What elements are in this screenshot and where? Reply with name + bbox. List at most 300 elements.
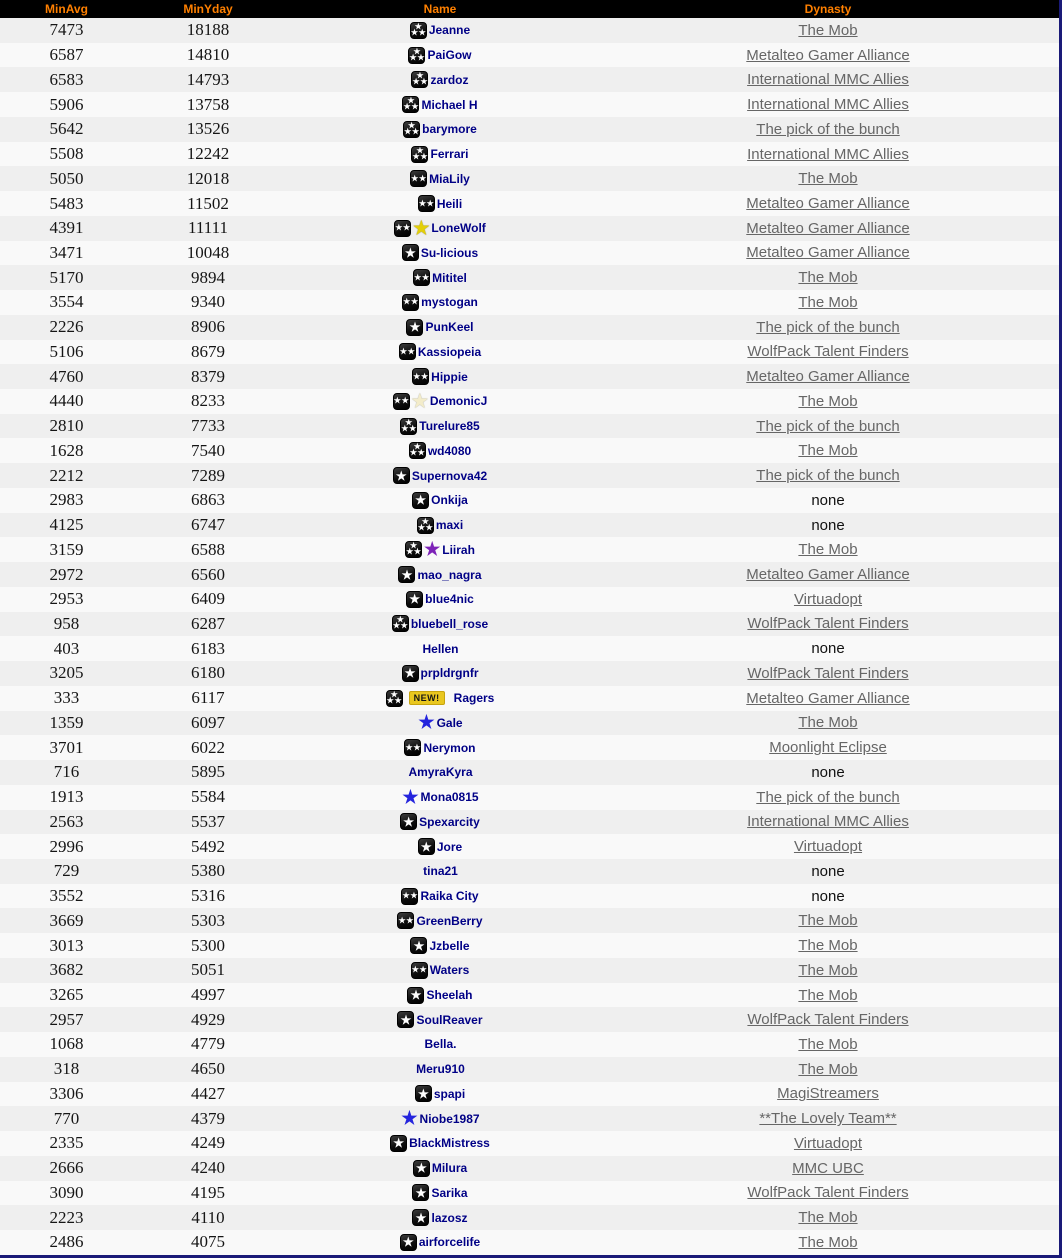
minavg-cell: 333 bbox=[53, 688, 80, 708]
minavg-cell: 2983 bbox=[49, 490, 84, 510]
dynasty-cell bbox=[597, 146, 1059, 163]
dynasty-link[interactable]: WolfPack Talent Finders bbox=[747, 615, 909, 633]
player-name-link[interactable]: wd4080 bbox=[427, 443, 472, 458]
player-name-link[interactable]: Michael H bbox=[421, 97, 478, 112]
player-name-link[interactable]: airforcelife bbox=[418, 1235, 481, 1250]
dynasty-link[interactable]: The Mob bbox=[798, 1233, 858, 1251]
dynasty-link[interactable]: International MMC Allies bbox=[747, 813, 909, 831]
minyday-cell: 5895 bbox=[191, 762, 225, 782]
dynasty-link[interactable]: The pick of the bunch bbox=[756, 417, 900, 435]
player-name-link[interactable]: BlackMistress bbox=[409, 1136, 490, 1151]
table-row bbox=[0, 1032, 1059, 1057]
player-name-link[interactable]: Hippie bbox=[431, 369, 468, 384]
name-cell bbox=[283, 492, 597, 509]
dynasty-link[interactable]: The Mob bbox=[798, 170, 858, 188]
minavg-cell: 3205 bbox=[49, 663, 84, 683]
minyday-cell: 5051 bbox=[191, 960, 225, 980]
table-row bbox=[0, 191, 1059, 216]
minavg-cell: 3090 bbox=[49, 1182, 84, 1202]
dynasty-link[interactable]: The pick of the bunch bbox=[756, 318, 900, 336]
table-row bbox=[0, 612, 1059, 637]
minavg-cell: 5483 bbox=[49, 193, 84, 213]
minyday-cell: 14810 bbox=[186, 45, 230, 65]
dynasty-cell bbox=[597, 813, 1059, 830]
dynasty-link[interactable]: The Mob bbox=[798, 293, 858, 311]
player-name-link[interactable]: Meru910 bbox=[416, 1062, 465, 1077]
name-cell bbox=[283, 864, 597, 878]
player-name-link[interactable]: prpldrgnfr bbox=[420, 666, 479, 681]
table-row bbox=[0, 340, 1059, 365]
dynasty-link[interactable]: Metalteo Gamer Alliance bbox=[746, 566, 910, 584]
dynasty-cell bbox=[597, 1061, 1059, 1078]
name-cell bbox=[283, 1037, 597, 1051]
minyday-cell: 12018 bbox=[186, 168, 230, 188]
name-cell bbox=[283, 368, 597, 385]
name-cell bbox=[283, 1135, 597, 1152]
three-star-badge-icon: ★ ★ ★ bbox=[406, 541, 422, 557]
dynasty-cell bbox=[597, 368, 1059, 385]
player-name-link[interactable]: SoulReaver bbox=[416, 1012, 483, 1027]
name-cell bbox=[283, 962, 597, 979]
name-cell bbox=[283, 467, 597, 484]
purple-star-icon: ★ bbox=[424, 539, 441, 560]
name-cell bbox=[283, 390, 597, 411]
player-name-link[interactable]: zardoz bbox=[430, 72, 469, 87]
dynasty-link[interactable]: The Mob bbox=[798, 714, 858, 732]
player-name-link[interactable]: lazosz bbox=[431, 1210, 468, 1225]
minavg-cell: 2996 bbox=[49, 836, 84, 856]
player-name-link[interactable]: Milura bbox=[431, 1161, 468, 1176]
table-row bbox=[0, 1156, 1059, 1181]
one-star-badge-icon: ★ bbox=[398, 566, 415, 583]
dynasty-link[interactable]: The Mob bbox=[798, 1060, 858, 1078]
player-name-link[interactable]: DemonicJ bbox=[429, 394, 488, 409]
minavg-cell: 4391 bbox=[49, 218, 84, 238]
player-name-link[interactable]: Sheelah bbox=[426, 988, 473, 1002]
minavg-cell: 729 bbox=[53, 861, 80, 881]
dynasty-link[interactable]: WolfPack Talent Finders bbox=[747, 664, 909, 682]
minyday-cell: 9340 bbox=[191, 292, 225, 312]
two-star-badge-icon: ★ ★ bbox=[412, 368, 429, 385]
dynasty-link[interactable]: Virtuadopt bbox=[793, 590, 863, 608]
name-cell bbox=[283, 170, 597, 187]
table-row bbox=[0, 117, 1059, 142]
name-cell bbox=[283, 765, 597, 779]
minyday-cell: 5300 bbox=[191, 935, 225, 955]
dynasty-link[interactable]: Metalteo Gamer Alliance bbox=[746, 368, 910, 386]
player-name-link[interactable]: Niobe1987 bbox=[419, 1111, 480, 1126]
player-name-link[interactable]: spapi bbox=[433, 1086, 466, 1101]
two-star-badge-icon: ★ ★ bbox=[411, 962, 428, 979]
player-name-link[interactable]: Spexarcity bbox=[419, 814, 480, 829]
dynasty-cell bbox=[597, 1184, 1059, 1201]
table-row bbox=[0, 1106, 1059, 1131]
minyday-cell: 4997 bbox=[191, 985, 225, 1004]
minavg-cell: 2957 bbox=[49, 1009, 84, 1029]
dynasty-link[interactable]: The Mob bbox=[798, 1209, 858, 1227]
table-row bbox=[0, 1007, 1059, 1032]
table-row bbox=[0, 636, 1059, 661]
table-row bbox=[0, 241, 1059, 266]
name-cell bbox=[283, 912, 597, 929]
dynasty-link[interactable]: WolfPack Talent Finders bbox=[747, 1011, 909, 1029]
minyday-cell: 8906 bbox=[191, 317, 225, 337]
minyday-cell: 6022 bbox=[191, 737, 225, 757]
name-cell bbox=[283, 121, 597, 138]
player-name-link[interactable]: Ferrari bbox=[430, 147, 469, 162]
dynasty-cell bbox=[597, 195, 1059, 212]
dynasty-cell bbox=[597, 541, 1059, 558]
two-star-badge-icon: ★ ★ bbox=[404, 739, 421, 756]
dynasty-cell bbox=[597, 170, 1059, 187]
name-cell bbox=[283, 690, 597, 707]
dynasty-link[interactable]: MMC UBC bbox=[792, 1159, 864, 1177]
dynasty-cell bbox=[597, 888, 1059, 905]
dynasty-link[interactable]: The pick of the bunch bbox=[756, 788, 900, 806]
table-row bbox=[0, 290, 1059, 315]
minavg-cell: 3159 bbox=[49, 539, 84, 559]
player-name-link[interactable]: barymore bbox=[422, 122, 477, 137]
name-cell bbox=[283, 96, 597, 113]
table-row bbox=[0, 1082, 1059, 1107]
blue-star-icon: ★ bbox=[418, 712, 435, 733]
three-star-badge-icon: ★ ★ ★ bbox=[412, 145, 428, 161]
dynasty-cell bbox=[597, 615, 1059, 632]
minavg-cell: 4760 bbox=[49, 366, 84, 386]
blue-star-icon: ★ bbox=[402, 786, 419, 807]
three-star-badge-icon: ★ ★ ★ bbox=[410, 21, 426, 37]
one-star-badge-icon: ★ bbox=[412, 1209, 429, 1226]
minavg-cell: 1913 bbox=[49, 787, 84, 807]
player-name-link[interactable]: Raika City bbox=[420, 889, 479, 904]
minyday-cell: 6409 bbox=[191, 589, 225, 609]
one-star-badge-icon: ★ bbox=[397, 1011, 414, 1028]
minavg-cell: 6587 bbox=[49, 45, 84, 65]
minyday-cell: 10048 bbox=[186, 242, 230, 262]
dynasty-link[interactable]: The pick of the bunch bbox=[756, 467, 900, 485]
column-header-dynasty: Dynasty bbox=[804, 2, 852, 16]
name-cell bbox=[283, 665, 597, 682]
dynasty-cell bbox=[597, 22, 1059, 39]
one-star-badge-icon: ★ bbox=[400, 813, 417, 830]
dynasty-cell bbox=[597, 393, 1059, 410]
two-star-badge-icon: ★ ★ bbox=[394, 220, 411, 237]
minavg-cell: 403 bbox=[53, 638, 80, 658]
dynasty-link[interactable]: Moonlight Eclipse bbox=[769, 739, 887, 757]
dynasty-cell bbox=[597, 1209, 1059, 1226]
table-row bbox=[0, 315, 1059, 340]
minavg-cell: 3669 bbox=[49, 910, 84, 930]
name-cell bbox=[283, 22, 597, 39]
dynasty-link[interactable]: Metalteo Gamer Alliance bbox=[746, 244, 910, 262]
minyday-cell: 13526 bbox=[186, 119, 230, 139]
dynasty-cell bbox=[597, 714, 1059, 731]
three-star-badge-icon: ★ ★ ★ bbox=[404, 120, 420, 136]
table-row bbox=[0, 265, 1059, 290]
dynasty-cell bbox=[597, 121, 1059, 138]
dynasty-none-label: none bbox=[811, 516, 845, 534]
player-name-link[interactable]: LoneWolf bbox=[431, 221, 486, 236]
minavg-cell: 2486 bbox=[49, 1232, 84, 1252]
player-name-link[interactable]: GreenBerry bbox=[416, 913, 483, 928]
player-name-link[interactable]: Ragers bbox=[453, 691, 495, 706]
table-row bbox=[0, 364, 1059, 389]
dynasty-cell bbox=[597, 47, 1059, 64]
minyday-cell: 4427 bbox=[191, 1083, 225, 1103]
minyday-cell: 18188 bbox=[186, 20, 230, 40]
minavg-cell: 2226 bbox=[49, 317, 84, 337]
minavg-cell: 3701 bbox=[49, 737, 84, 757]
name-cell bbox=[283, 442, 597, 459]
minavg-cell: 5106 bbox=[49, 341, 84, 361]
name-cell bbox=[283, 1160, 597, 1177]
player-name-link[interactable]: Mititel bbox=[432, 270, 467, 285]
player-name-link[interactable]: blue4nic bbox=[425, 592, 474, 607]
player-name-link[interactable]: Turelure85 bbox=[419, 419, 480, 434]
dynasty-link[interactable]: The Mob bbox=[798, 392, 858, 410]
minavg-cell: 2223 bbox=[49, 1207, 84, 1227]
two-star-badge-icon: ★ ★ bbox=[402, 294, 419, 311]
minavg-cell: 5642 bbox=[49, 119, 84, 139]
name-cell bbox=[283, 1085, 597, 1102]
three-star-badge-icon: ★ ★ ★ bbox=[392, 615, 408, 631]
player-name-link[interactable]: PunKeel bbox=[425, 320, 474, 335]
dynasty-link[interactable]: The Mob bbox=[798, 541, 858, 559]
column-header-name: Name bbox=[423, 2, 457, 16]
dynasty-cell bbox=[597, 1234, 1059, 1251]
name-cell bbox=[283, 146, 597, 163]
dynasty-link[interactable]: International MMC Allies bbox=[747, 145, 909, 163]
dynasty-link[interactable]: Metalteo Gamer Alliance bbox=[746, 219, 910, 237]
dynasty-none-label: none bbox=[811, 887, 845, 905]
player-name-link[interactable]: bluebell_rose bbox=[410, 616, 489, 631]
player-name-link[interactable]: Gale bbox=[436, 715, 463, 730]
table-row bbox=[0, 488, 1059, 513]
dynasty-link[interactable]: International MMC Allies bbox=[747, 71, 909, 89]
dynasty-link[interactable]: The Mob bbox=[798, 21, 858, 39]
minyday-cell: 5303 bbox=[191, 910, 225, 930]
table-row bbox=[0, 463, 1059, 488]
dynasty-cell bbox=[597, 912, 1059, 929]
dynasty-cell bbox=[597, 1160, 1059, 1177]
dynasty-link[interactable]: Metalteo Gamer Alliance bbox=[746, 46, 910, 64]
yellow-star-icon: ★ bbox=[413, 217, 430, 238]
dynasty-link[interactable]: The Mob bbox=[798, 442, 858, 460]
table-row bbox=[0, 67, 1059, 92]
minyday-cell: 9894 bbox=[191, 267, 225, 287]
minyday-cell: 6588 bbox=[191, 539, 225, 559]
table-row bbox=[0, 661, 1059, 686]
dynasty-link[interactable]: The Mob bbox=[798, 986, 858, 1004]
minyday-cell: 8233 bbox=[191, 391, 225, 411]
dynasty-link[interactable]: MagiStreamers bbox=[777, 1085, 879, 1103]
dynasty-link[interactable]: The Mob bbox=[798, 269, 858, 287]
player-name-link[interactable]: Jzbelle bbox=[429, 938, 470, 953]
minavg-cell: 318 bbox=[53, 1059, 80, 1079]
player-name-link[interactable]: maxi bbox=[435, 518, 464, 533]
minyday-cell: 8679 bbox=[191, 341, 225, 361]
minavg-cell: 3552 bbox=[49, 886, 84, 906]
table-row bbox=[0, 958, 1059, 983]
player-name-link[interactable]: AmyraKyra bbox=[408, 765, 473, 780]
dynasty-link[interactable]: Metalteo Gamer Alliance bbox=[746, 689, 910, 707]
one-star-badge-icon: ★ bbox=[407, 987, 424, 1004]
pale-star-icon: ★ bbox=[411, 390, 428, 411]
dynasty-cell bbox=[597, 1135, 1059, 1152]
three-star-badge-icon: ★ ★ ★ bbox=[401, 417, 417, 433]
one-star-badge-icon: ★ bbox=[406, 319, 423, 336]
player-name-link[interactable]: Jeanne bbox=[428, 23, 471, 38]
three-star-badge-icon: ★ ★ ★ bbox=[417, 516, 433, 532]
dynasty-cell bbox=[597, 1011, 1059, 1028]
name-cell bbox=[283, 591, 597, 608]
dynasty-cell bbox=[597, 294, 1059, 311]
two-star-badge-icon: ★ ★ bbox=[401, 888, 418, 905]
one-star-badge-icon: ★ bbox=[413, 1160, 430, 1177]
one-star-badge-icon: ★ bbox=[390, 1135, 407, 1152]
dynasty-none-label: none bbox=[811, 640, 845, 658]
dynasty-cell bbox=[597, 492, 1059, 509]
table-row bbox=[0, 908, 1059, 933]
minavg-cell: 3554 bbox=[49, 292, 84, 312]
player-name-link[interactable]: Sarika bbox=[431, 1185, 468, 1200]
name-cell bbox=[283, 343, 597, 360]
player-name-link[interactable]: mao_nagra bbox=[417, 567, 482, 582]
minyday-cell: 6180 bbox=[191, 663, 225, 683]
name-cell bbox=[283, 1209, 597, 1226]
dynasty-link[interactable]: The Mob bbox=[798, 912, 858, 930]
name-cell bbox=[283, 1011, 597, 1028]
table-row bbox=[0, 1181, 1059, 1206]
name-cell bbox=[283, 888, 597, 905]
minyday-cell: 4195 bbox=[191, 1182, 225, 1202]
minyday-cell: 6747 bbox=[191, 515, 225, 535]
minyday-cell: 14793 bbox=[186, 69, 230, 89]
player-name-link[interactable]: Nerymon bbox=[423, 740, 476, 755]
dynasty-cell bbox=[597, 517, 1059, 534]
dynasty-none-label: none bbox=[811, 862, 845, 880]
minavg-cell: 5508 bbox=[49, 144, 84, 164]
dynasty-link[interactable]: The pick of the bunch bbox=[756, 120, 900, 138]
minyday-cell: 4929 bbox=[191, 1009, 225, 1029]
dynasty-link[interactable]: WolfPack Talent Finders bbox=[747, 343, 909, 361]
table-row bbox=[0, 1131, 1059, 1156]
dynasty-cell bbox=[597, 319, 1059, 336]
name-cell bbox=[283, 269, 597, 286]
minavg-cell: 3682 bbox=[49, 960, 84, 980]
name-cell bbox=[283, 294, 597, 311]
dynasty-cell bbox=[597, 665, 1059, 682]
minyday-cell: 5584 bbox=[191, 787, 225, 807]
player-name-link[interactable]: Waters bbox=[429, 963, 470, 978]
two-star-badge-icon: ★ ★ bbox=[410, 170, 427, 187]
dynasty-link[interactable]: The Mob bbox=[798, 1035, 858, 1053]
dynasty-cell bbox=[597, 863, 1059, 880]
minyday-cell: 5316 bbox=[191, 886, 225, 906]
table-row bbox=[0, 513, 1059, 538]
name-cell bbox=[283, 642, 597, 656]
dynasty-cell bbox=[597, 962, 1059, 979]
minavg-cell: 3306 bbox=[49, 1083, 84, 1103]
table-row bbox=[0, 686, 1059, 711]
one-star-badge-icon: ★ bbox=[406, 591, 423, 608]
table-row bbox=[0, 389, 1059, 414]
dynasty-cell bbox=[597, 1036, 1059, 1053]
minavg-cell: 2666 bbox=[49, 1158, 84, 1178]
minyday-cell: 4249 bbox=[191, 1133, 225, 1153]
dynasty-link[interactable]: International MMC Allies bbox=[747, 96, 909, 114]
player-name-link[interactable]: Onkija bbox=[431, 493, 468, 508]
table-row bbox=[0, 760, 1059, 785]
player-name-link[interactable]: Liirah bbox=[442, 542, 475, 557]
player-name-link[interactable]: Su-licious bbox=[420, 245, 479, 260]
player-name-link[interactable]: MiaLily bbox=[429, 171, 470, 186]
player-name-link[interactable]: Hellen bbox=[422, 641, 459, 656]
dynasty-link[interactable]: The Mob bbox=[798, 961, 858, 979]
player-name-link[interactable]: Supernova42 bbox=[411, 468, 488, 483]
dynasty-link[interactable]: Virtuadopt bbox=[793, 838, 863, 856]
one-star-badge-icon: ★ bbox=[400, 1234, 417, 1251]
one-star-badge-icon: ★ bbox=[412, 1184, 429, 1201]
dynasty-cell bbox=[597, 566, 1059, 583]
minyday-cell: 5492 bbox=[191, 836, 225, 856]
dynasty-link[interactable]: **The Lovely Team** bbox=[759, 1110, 897, 1128]
minyday-cell: 4379 bbox=[191, 1108, 225, 1128]
player-name-link[interactable]: tina21 bbox=[423, 864, 458, 879]
minavg-cell: 6583 bbox=[49, 69, 84, 89]
minavg-cell: 2810 bbox=[49, 416, 84, 436]
table-row bbox=[0, 1057, 1059, 1082]
table-row bbox=[0, 414, 1059, 439]
dynasty-link[interactable]: The Mob bbox=[798, 937, 858, 955]
dynasty-link[interactable]: WolfPack Talent Finders bbox=[747, 1184, 909, 1202]
dynasty-cell bbox=[597, 1085, 1059, 1102]
one-star-badge-icon: ★ bbox=[412, 492, 429, 509]
dynasty-none-label: none bbox=[811, 763, 845, 781]
one-star-badge-icon: ★ bbox=[410, 937, 427, 954]
player-name-link[interactable]: PaiGow bbox=[427, 48, 472, 63]
dynasty-link[interactable]: Virtuadopt bbox=[793, 1134, 863, 1152]
player-name-link[interactable]: Kassiopeia bbox=[417, 344, 482, 359]
name-cell bbox=[283, 47, 597, 64]
table-row bbox=[0, 216, 1059, 241]
minyday-cell: 4650 bbox=[191, 1059, 225, 1079]
minavg-cell: 1068 bbox=[49, 1034, 84, 1054]
player-name-link[interactable]: Mona0815 bbox=[420, 790, 479, 805]
table-row bbox=[0, 587, 1059, 612]
dynasty-link[interactable]: Metalteo Gamer Alliance bbox=[746, 195, 910, 212]
minyday-cell: 4240 bbox=[191, 1158, 225, 1178]
minyday-cell: 11502 bbox=[187, 193, 229, 213]
two-star-badge-icon: ★ ★ bbox=[399, 343, 416, 360]
table-row bbox=[0, 438, 1059, 463]
player-name-link[interactable]: Bella. bbox=[424, 1037, 457, 1052]
player-name-link[interactable]: mystogan bbox=[421, 295, 478, 310]
dynasty-cell bbox=[597, 418, 1059, 435]
two-star-badge-icon: ★ ★ bbox=[413, 269, 430, 286]
dynasty-cell bbox=[597, 467, 1059, 484]
dynasty-cell bbox=[597, 269, 1059, 286]
minyday-cell: 11111 bbox=[188, 218, 228, 238]
name-cell bbox=[283, 1062, 597, 1076]
minyday-cell: 4779 bbox=[191, 1034, 225, 1054]
table-body bbox=[0, 18, 1059, 1255]
player-name-link[interactable]: Heili bbox=[436, 196, 463, 211]
three-star-badge-icon: ★ ★ ★ bbox=[412, 71, 428, 87]
dynasty-cell bbox=[597, 96, 1059, 113]
minavg-cell: 2335 bbox=[49, 1133, 84, 1153]
player-name-link[interactable]: Jore bbox=[436, 839, 463, 854]
